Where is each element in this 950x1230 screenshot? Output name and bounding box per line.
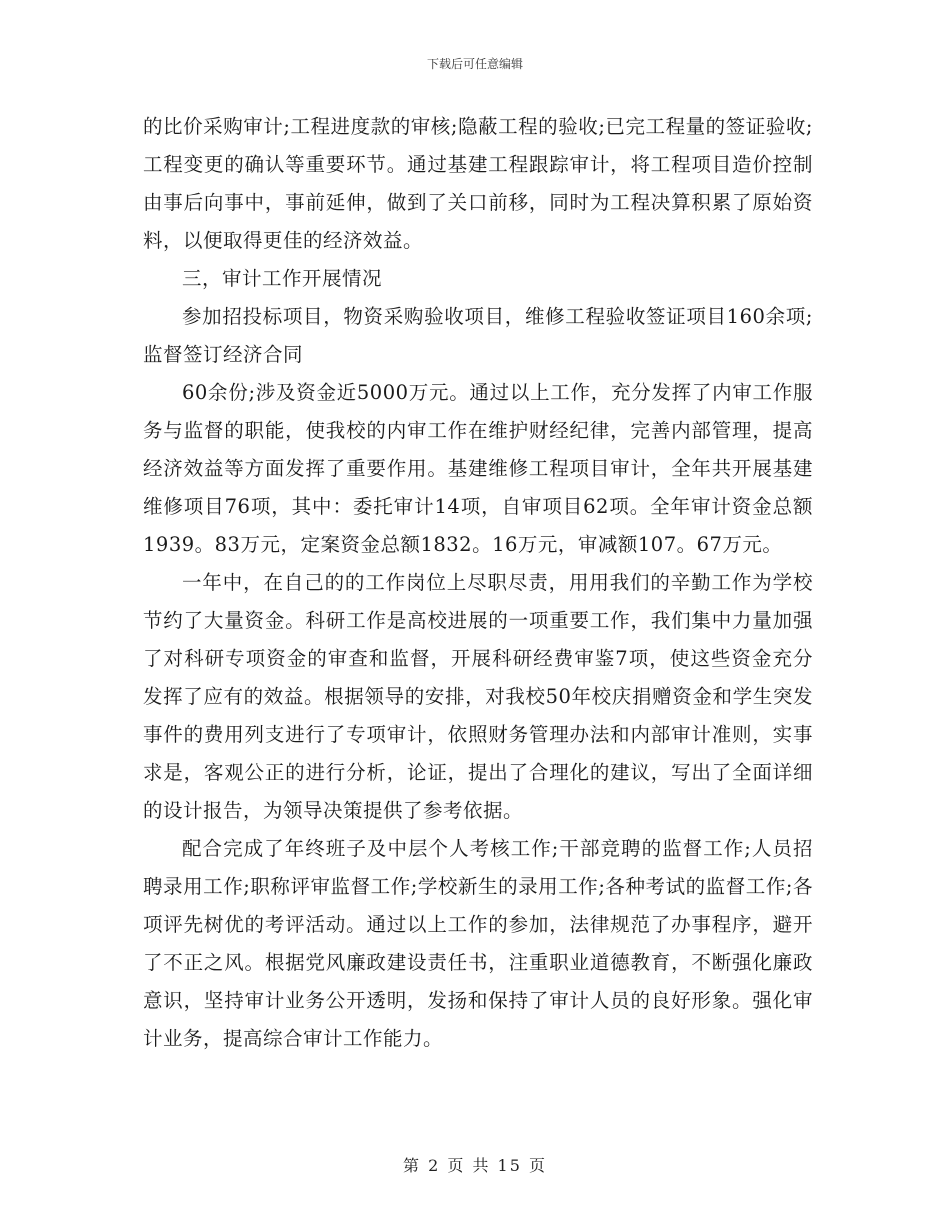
section-heading: 三，审计工作开展情况 <box>182 267 383 290</box>
paragraph: 60余份;涉及资金近5000万元。通过以上工作，充分发挥了内审工作服务与监督的职能，使我校的内审工作在维护财经纪律，完善内部管理，提高经济效益等方面发挥了重要作用。基建维修工程项目审计，全年共开展基建维修项目76项，其中：委托审计14项，自审项目62项。全年审计资金总额1939。83万元，定案资金总额1832。16万元，审减额107。67万元。 <box>143 381 813 556</box>
paragraph: 一年中，在自己的的工作岗位上尽职尽责，用用我们的辛勤工作为学校节约了大量资金。科研工作是高校进展的一项重要工作，我们集中力量加强了对科研专项资金的审查和监督，开展科研经费审鉴7项，使这些资金充分发挥了应有的效益。根据领导的安排，对我校50年校庆捐赠资金和学生突发事件的费用列支进行了专项审计，依照财务管理办法和内部审计准则，实事求是，客观公正的进行分析，论证，提出了合理化的建议，写出了全面详细的设计报告，为领导决策提供了参考依据。 <box>143 571 813 822</box>
page-header: 下载后可任意编辑 <box>426 57 523 71</box>
document-body <box>143 108 813 1058</box>
paragraph: 参加招投标项目，物资采购验收项目，维修工程验收签证项目160余项;监督签订经济合同 <box>143 305 813 366</box>
page-footer: 第 2 页 共 15 页 <box>403 1156 547 1175</box>
paragraph: 的比价采购审计;工程进度款的审核;隐蔽工程的验收;已完工程量的签证验收;工程变更的确认等重要环节。通过基建工程跟踪审计，将工程项目造价控制由事后向事中，事前延伸，做到了关口前移，同时为工程决算积累了原始资料，以便取得更佳的经济效益。 <box>143 115 813 252</box>
paragraph: 配合完成了年终班子及中层个人考核工作;干部竞聘的监督工作;人员招聘录用工作;职称评审监督工作;学校新生的录用工作;各种考试的监督工作;各项评先树优的考评活动。通过以上工作的参加，法律规范了办事程序，避开了不正之风。根据党风廉政建设责任书，注重职业道德教育，不断强化廉政意识，坚持审计业务公开透明，发扬和保持了审计人员的良好形象。强化审计业务，提高综合审计工作能力。 <box>143 837 813 1050</box>
